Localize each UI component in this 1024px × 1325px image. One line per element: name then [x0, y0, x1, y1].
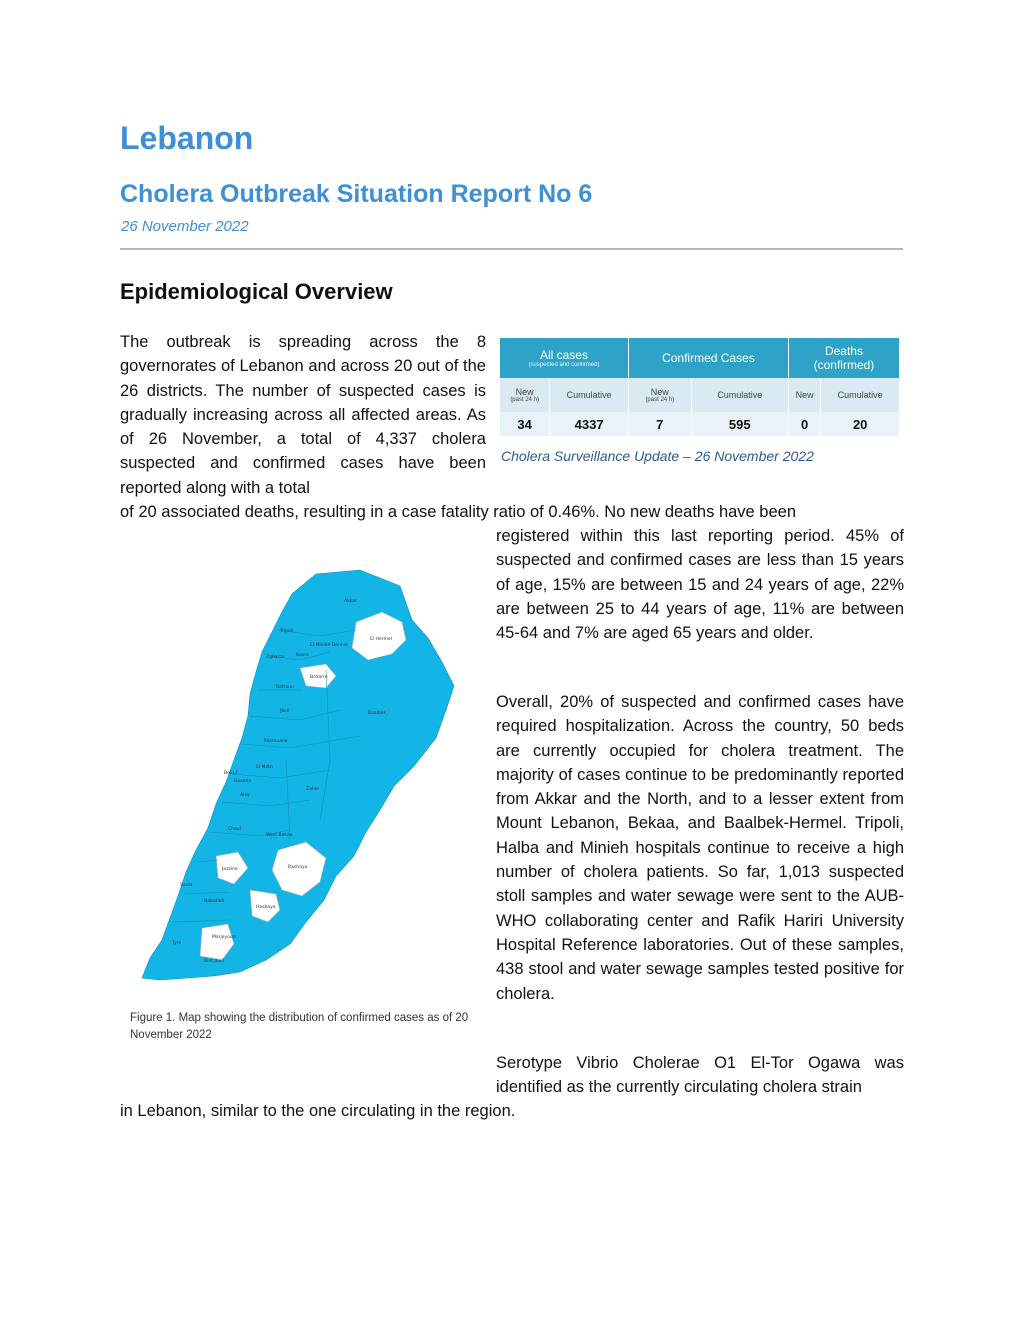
- table-group-deaths: [788, 338, 899, 378]
- map-label: Batroun: [276, 685, 294, 690]
- map-label: Nabatieh: [204, 899, 225, 904]
- table-group-label: Deaths: [824, 344, 863, 358]
- map-label: Koura: [296, 653, 309, 658]
- surveillance-table: [500, 338, 900, 436]
- map-label: Rachaya: [288, 865, 308, 870]
- table-group-sublabel: (confirmed): [813, 358, 875, 372]
- map-label: Tripoli: [280, 629, 294, 634]
- overview-paragraph-1b: of 20 associated deaths, resulting in a case fatality ratio of 0.46%. No new deaths have been: [120, 503, 797, 521]
- map-label: Marjeyoun: [212, 935, 236, 940]
- table-group-confirmed: [628, 338, 788, 378]
- hospitalization-paragraph: Overall, 20% of suspected and confirmed cases have required hospitalization. Across the country, 50 beds are currently occupied for cholera treatment. The majority of cases continue to be predominantly reported from Akkar and the North, and to a lesser extent from Mount Lebanon, Bekaa, and Baalbek-Hermel. Tripoli, Halba and Minieh hospitals continue to receive a high number of cholera patients. So far, 1,013 suspected stoll samples and water sewage were sent to the AUB-WHO collaborating center and Rafik Hariri University Hospital Reference laboratories. Out of these samples, 438 stool and water sewage samples tested positive for cholera.: [496, 693, 904, 1003]
- report-date: 26 November 2022: [121, 218, 249, 235]
- map-label: Baabda: [234, 779, 252, 784]
- country-title: Lebanon: [120, 120, 254, 156]
- map-label: El Metn: [256, 765, 273, 770]
- map-label: Jbeil: [280, 709, 290, 714]
- table-cell-value: 0: [788, 412, 820, 436]
- map-label: Akkar: [344, 599, 357, 604]
- table-group-label: Confirmed Cases: [662, 351, 755, 365]
- map-label: Saida: [180, 883, 193, 888]
- table-group-label: All cases: [539, 348, 588, 362]
- table-cell-value: 595: [691, 412, 788, 436]
- table-subheader: New (past 24 h): [628, 378, 691, 412]
- table-cell-value: 20: [821, 412, 900, 436]
- serotype-paragraph-a: Serotype Vibrio Cholerae O1 El-Tor Ogawa was identified as the currently circulating cholera strain: [496, 1054, 904, 1097]
- table-group-all-cases: [500, 338, 628, 378]
- map-label: El Hermel: [370, 637, 392, 642]
- table-cell-value: 4337: [550, 412, 629, 436]
- map-label: Beirut: [224, 771, 238, 776]
- header-divider: [120, 248, 903, 250]
- map-label: Chouf: [228, 827, 242, 832]
- map-label: Kesrouane: [264, 739, 288, 744]
- map-label: Zgharta: [266, 655, 284, 660]
- table-cell-value: 7: [628, 412, 691, 436]
- map-label: Jezzine: [222, 867, 238, 872]
- table-subheader: New (past 24 h): [500, 378, 550, 412]
- overview-paragraph-1c: registered within this last reporting period. 45% of suspected and confirmed cases are less than 15 years of age, 15% are between 15 and 24 years of age, 22% are between 25 to 44 years of age, 11% are between 45-64 and 7% are aged 65 years and older.: [496, 527, 904, 643]
- map-label: Baalbek: [368, 711, 387, 716]
- map-label: Zahle: [306, 787, 319, 792]
- table-subheader: Cumulative: [691, 378, 788, 412]
- lebanon-cholera-map: [130, 560, 470, 990]
- table-subheader: New: [788, 378, 820, 412]
- table-caption: Cholera Surveillance Update – 26 November 2022: [501, 448, 814, 464]
- table-cell-value: 34: [500, 412, 550, 436]
- section-heading: Epidemiological Overview: [120, 279, 393, 304]
- table-group-sublabel: (suspected and confirmed): [528, 362, 600, 368]
- map-label: West Bekaa: [266, 833, 293, 838]
- map-label: Bint Jbeil: [204, 959, 224, 964]
- map-label: El Minieh Dennie: [310, 643, 348, 648]
- map-label: Aley: [240, 793, 250, 798]
- map-label: Tyre: [172, 941, 182, 946]
- table-subheader: Cumulative: [821, 378, 900, 412]
- serotype-paragraph-b: in Lebanon, similar to the one circulating in the region.: [120, 1102, 516, 1120]
- map-label: Bcharre: [310, 675, 328, 680]
- table-subheader: Cumulative: [550, 378, 629, 412]
- overview-paragraph-1a: The outbreak is spreading across the 8 governorates of Lebanon and across 20 out of the 26 districts. The number of suspected cases is gradually increasing across all affected areas. As of 26 November, a total of 4,337 cholera suspected and confirmed cases have been reported along with a total: [120, 333, 486, 497]
- map-caption: Figure 1. Map showing the distribution of confirmed cases as of 20 November 2022: [130, 1012, 469, 1041]
- report-title: Cholera Outbreak Situation Report No 6: [120, 180, 593, 208]
- map-label: Hasbaya: [256, 905, 276, 910]
